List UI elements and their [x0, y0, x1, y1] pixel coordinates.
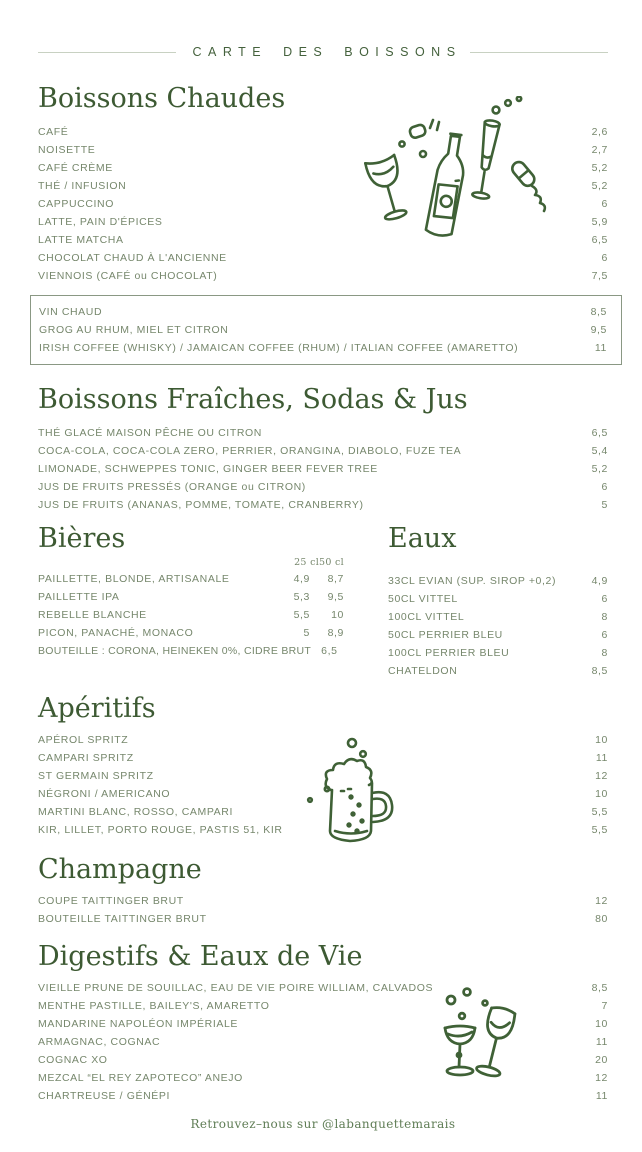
menu-item-row: [388, 608, 608, 626]
section-bieres: [38, 524, 344, 680]
menu-item-label: CAMPARI SPRITZ: [38, 752, 134, 764]
menu-item-price: 12: [595, 770, 608, 782]
menu-item-row: [38, 892, 608, 910]
menu-item-row: [388, 644, 608, 662]
size-header-50cl: 50 cl: [319, 557, 344, 568]
menu-item-price: 6: [601, 252, 608, 264]
menu-item-price: 2,7: [591, 144, 608, 156]
menu-item-price: 10: [595, 1018, 608, 1030]
column-gap: [344, 524, 388, 680]
menu-item-row: [38, 588, 344, 606]
menu-item-label: LATTE, PAIN D'ÉPICES: [38, 216, 163, 228]
menu-item-row: [38, 249, 608, 267]
menu-item-price: 5,5: [591, 806, 608, 818]
menu-item-price: 6: [601, 629, 608, 641]
menu-item-price: 11: [595, 1090, 608, 1102]
menu-item-price: 6: [601, 198, 608, 210]
menu-item-price: 5,4: [591, 445, 608, 457]
menu-item-label: JUS DE FRUITS (ANANAS, POMME, TOMATE, CRANBERRY): [38, 499, 364, 511]
menu-item-label: 50CL VITTEL: [388, 593, 458, 605]
menu-item-price: 8,5: [591, 982, 608, 994]
section-champagne: [38, 855, 608, 928]
menu-item-label: APÉROL SPRITZ: [38, 734, 129, 746]
section-title-boissons-fraiches: Boissons Fraîches, Sodas & Jus: [38, 384, 468, 415]
header-rule-left: [38, 52, 176, 53]
menu-item-row: [39, 339, 607, 357]
menu-item-row: [38, 478, 608, 496]
menu-item-label: PAILLETTE IPA: [38, 591, 120, 603]
menu-item-label: GROG AU RHUM, MIEL ET CITRON: [39, 324, 229, 336]
footer-social-text: Retrouvez–nous sur @labanquettemarais: [190, 1117, 456, 1131]
menu-item-price: 8,5: [591, 665, 608, 677]
menu-item-price: 6,5: [591, 234, 608, 246]
menu-item-label: LIMONADE, SCHWEPPES TONIC, GINGER BEER FEVER TREE: [38, 463, 378, 475]
boissons-fraiches-list: [38, 424, 608, 514]
menu-item-row: [388, 662, 608, 680]
menu-item-price: 12: [595, 895, 608, 907]
menu-item-price-50cl: 8,7: [327, 573, 344, 585]
size-header-25cl: 25 cl: [294, 557, 320, 568]
menu-item-row: [38, 606, 344, 624]
menu-item-label: CAFÉ: [38, 126, 69, 138]
menu-item-price-25cl: 5: [303, 627, 310, 639]
section-title-aperitifs: Apéritifs: [38, 693, 156, 724]
menu-item-label: REBELLE BLANCHE: [38, 609, 147, 621]
menu-item-row: [388, 572, 608, 590]
menu-item-price: 11: [595, 752, 608, 764]
menu-item-label: PICON, PANACHÉ, MONACO: [38, 627, 194, 639]
toasting-glasses-illustration: [420, 980, 540, 1104]
menu-item-label: MARTINI BLANC, ROSSO, CAMPARI: [38, 806, 233, 818]
menu-item-price-50cl: 9,5: [327, 591, 344, 603]
menu-item-price: 6: [601, 593, 608, 605]
menu-item-label: ST GERMAIN SPRITZ: [38, 770, 154, 782]
menu-item-label: VIENNOIS (CAFÉ ou CHOCOLAT): [38, 270, 218, 282]
section-title-champagne: Champagne: [38, 854, 202, 885]
menu-item-price-25cl: 5,5: [293, 609, 310, 621]
menu-item-row: [388, 590, 608, 608]
menu-item-label: MEZCAL “EL REY ZAPOTECO” ANEJO: [38, 1072, 243, 1084]
menu-item-label: THÉ GLACÉ MAISON PÊCHE OU CITRON: [38, 427, 262, 439]
menu-item-label: PAILLETTE, BLONDE, ARTISANALE: [38, 573, 230, 585]
menu-item-price: 7,5: [591, 270, 608, 282]
menu-item-row: [38, 910, 608, 928]
menu-item-price: 5,9: [591, 216, 608, 228]
menu-item-label: CHOCOLAT CHAUD À L'ANCIENNE: [38, 252, 227, 264]
menu-item-price: 5,2: [591, 463, 608, 475]
bieres-eaux-columns: [38, 524, 608, 680]
menu-item-label: CAPPUCCINO: [38, 198, 115, 210]
menu-item-label: JUS DE FRUITS PRESSÉS (ORANGE ou CITRON): [38, 481, 306, 493]
section-boissons-fraiches: [38, 385, 608, 514]
menu-item-label: COCA-COLA, COCA-COLA ZERO, PERRIER, ORANGINA, DIABOLO, FUZE TEA: [38, 445, 462, 457]
menu-item-price: 6,5: [321, 645, 338, 657]
menu-item-price: 10: [595, 788, 608, 800]
menu-item-price: 7: [601, 1000, 608, 1012]
menu-item-label: MENTHE PASTILLE, BAILEY'S, AMARETTO: [38, 1000, 270, 1012]
menu-item-price: 6: [601, 481, 608, 493]
menu-item-label: MANDARINE NAPOLÉON IMPÉRIALE: [38, 1018, 239, 1030]
menu-item-label: IRISH COFFEE (WHISKY) / JAMAICAN COFFEE (RHUM) / ITALIAN COFFEE (AMARETTO): [39, 342, 519, 354]
menu-item-price-50cl: 8,9: [327, 627, 344, 639]
menu-item-row: [38, 496, 608, 514]
page-title: CARTE DES BOISSONS: [192, 45, 462, 59]
beer-size-headers: [38, 556, 344, 570]
menu-item-label: CAFÉ CRÈME: [38, 162, 113, 174]
menu-item-label: 50CL PERRIER BLEU: [388, 629, 503, 641]
menu-item-row: [38, 424, 608, 442]
section-title-digestifs: Digestifs & Eaux de Vie: [38, 941, 363, 972]
menu-item-row: [38, 460, 608, 478]
menu-item-price: 11: [594, 342, 607, 354]
menu-item-row: [38, 442, 608, 460]
menu-item-label: NÉGRONI / AMERICANO: [38, 788, 171, 800]
menu-item-price-25cl: 5,3: [293, 591, 310, 603]
menu-item-label: COUPE TAITTINGER BRUT: [38, 895, 184, 907]
menu-item-row: [39, 303, 607, 321]
menu-item-row-bottle: [38, 642, 344, 660]
menu-item-label: NOISETTE: [38, 144, 96, 156]
menu-item-row: [38, 570, 344, 588]
section-title-eaux: Eaux: [388, 523, 457, 554]
menu-item-price: 11: [595, 1036, 608, 1048]
bieres-list: [38, 570, 344, 642]
menu-item-row: [39, 321, 607, 339]
menu-item-price-50cl: 10: [331, 609, 344, 621]
section-eaux: [388, 524, 608, 680]
header-rule-right: [470, 52, 608, 53]
menu-item-label: BOUTEILLE TAITTINGER BRUT: [38, 913, 207, 925]
menu-item-price: 5,2: [591, 162, 608, 174]
eaux-list: [388, 572, 608, 680]
menu-item-price: 80: [595, 913, 608, 925]
page-header: [38, 44, 608, 60]
menu-item-price: 8,5: [590, 306, 607, 318]
menu-item-label: ARMAGNAC, COGNAC: [38, 1036, 161, 1048]
menu-item-row: [38, 624, 344, 642]
menu-item-label: THÉ / INFUSION: [38, 180, 127, 192]
champagne-list: [38, 892, 608, 928]
menu-item-label: BOUTEILLE : CORONA, HEINEKEN 0%, CIDRE BRUT: [38, 645, 312, 657]
hot-alcohol-box: [30, 295, 622, 365]
menu-item-price: 4,9: [591, 575, 608, 587]
menu-item-price-25cl: 4,9: [293, 573, 310, 585]
menu-item-price: 6,5: [591, 427, 608, 439]
menu-item-price: 2,6: [591, 126, 608, 138]
menu-item-price: 8: [601, 647, 608, 659]
menu-item-price: 5,2: [591, 180, 608, 192]
menu-item-label: VIN CHAUD: [39, 306, 103, 318]
menu-item-label: 100CL PERRIER BLEU: [388, 647, 510, 659]
section-title-bieres: Bières: [38, 523, 126, 554]
menu-item-label: KIR, LILLET, PORTO ROUGE, PASTIS 51, KIR: [38, 824, 283, 836]
menu-item-price: 5,5: [591, 824, 608, 836]
menu-item-price: 20: [595, 1054, 608, 1066]
menu-item-row: [38, 267, 608, 285]
beer-mug-illustration: [299, 723, 411, 851]
menu-item-price: 9,5: [590, 324, 607, 336]
menu-item-label: LATTE MATCHA: [38, 234, 124, 246]
menu-item-label: 33CL EVIAN (SUP. SIROP +0,2): [388, 575, 557, 587]
menu-item-price: 12: [595, 1072, 608, 1084]
menu-item-label: CHATELDON: [388, 665, 458, 677]
menu-item-label: VIEILLE PRUNE DE SOUILLAC, EAU DE VIE POIRE WILLIAM, CALVADOS: [38, 982, 434, 994]
menu-item-price: 5: [601, 499, 608, 511]
menu-item-price: 10: [595, 734, 608, 746]
section-title-boissons-chaudes: Boissons Chaudes: [38, 83, 286, 114]
wine-celebration-illustration: [356, 96, 548, 248]
menu-item-price: 8: [601, 611, 608, 623]
menu-item-label: COGNAC XO: [38, 1054, 108, 1066]
menu-item-label: CHARTREUSE / GÉNÉPI: [38, 1090, 170, 1102]
menu-item-label: 100CL VITTEL: [388, 611, 465, 623]
menu-item-row: [388, 626, 608, 644]
